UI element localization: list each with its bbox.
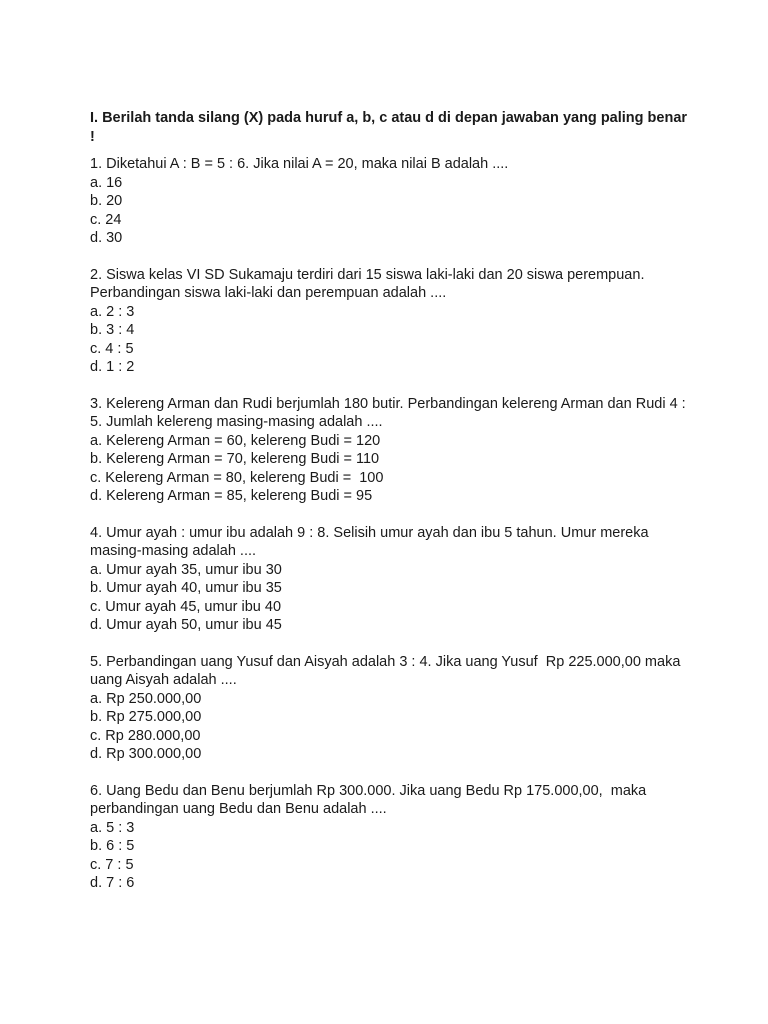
answer-option-c: c. 24 xyxy=(90,211,122,228)
document-page xyxy=(90,109,690,911)
answer-option-d: d. 1 : 2 xyxy=(90,359,135,375)
question-text: 1. Diketahui A : B = 5 : 6. Jika nilai A = 20, maka nilai B adalah .... xyxy=(90,156,509,172)
question-text: 3. Kelereng Arman dan Rudi berjumlah 180 butir. Perbandingan kelereng Arman dan Rudi 4 : 5. Jumlah kelereng masing-masing adalah .... xyxy=(90,395,690,430)
answer-option-d: d. Kelereng Arman = 85, kelereng Budi = 95 xyxy=(90,488,373,504)
question-text: 2. Siswa kelas VI SD Sukamaju terdiri dari 15 siswa laki-laki dan 20 siswa perempuan. Perbandingan siswa laki-laki dan perempuan adalah .... xyxy=(90,266,649,301)
question-4 xyxy=(90,524,690,635)
question-text: 4. Umur ayah : umur ibu adalah 9 : 8. Selisih umur ayah dan ibu 5 tahun. Umur mereka masing-masing adalah .... xyxy=(90,524,653,559)
answer-option-b: b. Kelereng Arman = 70, kelereng Budi = 110 xyxy=(90,451,380,467)
question-1 xyxy=(90,155,690,248)
answer-option-a: a. 2 : 3 xyxy=(90,303,135,320)
answer-option-d: d. 30 xyxy=(90,230,123,246)
answer-option-c: c. Rp 280.000,00 xyxy=(90,727,201,744)
question-3 xyxy=(90,395,690,506)
instruction-heading: I. Berilah tanda silang (X) pada huruf a, b, c atau d di depan jawaban yang paling benar ! xyxy=(90,110,688,145)
answer-option-c: c. 4 : 5 xyxy=(90,340,134,357)
question-5 xyxy=(90,653,690,764)
answer-option-b: b. 3 : 4 xyxy=(90,322,135,338)
question-2 xyxy=(90,266,690,377)
answer-option-d: d. 7 : 6 xyxy=(90,875,135,891)
answer-option-d: d. Umur ayah 50, umur ibu 45 xyxy=(90,617,282,633)
answer-option-a: a. Rp 250.000,00 xyxy=(90,690,202,707)
answer-option-a: a. 16 xyxy=(90,174,123,191)
answer-option-a: a. Umur ayah 35, umur ibu 30 xyxy=(90,561,282,578)
answer-option-a: a. 5 : 3 xyxy=(90,819,135,836)
question-text: 5. Perbandingan uang Yusuf dan Aisyah adalah 3 : 4. Jika uang Yusuf Rp 225.000,00 maka uang Aisyah adalah .... xyxy=(90,653,685,688)
answer-option-c: c. Kelereng Arman = 80, kelereng Budi = 100 xyxy=(90,469,384,486)
question-text: 6. Uang Bedu dan Benu berjumlah Rp 300.000. Jika uang Bedu Rp 175.000,00, maka perbandingan uang Bedu dan Benu adalah .... xyxy=(90,782,651,817)
answer-option-c: c. 7 : 5 xyxy=(90,856,134,873)
question-6 xyxy=(90,782,690,893)
answer-option-d: d. Rp 300.000,00 xyxy=(90,746,202,762)
answer-option-b: b. Rp 275.000,00 xyxy=(90,709,202,725)
answer-option-c: c. Umur ayah 45, umur ibu 40 xyxy=(90,598,282,615)
answer-option-b: b. 6 : 5 xyxy=(90,838,135,854)
answer-option-b: b. Umur ayah 40, umur ibu 35 xyxy=(90,580,282,596)
answer-option-b: b. 20 xyxy=(90,193,123,209)
answer-option-a: a. Kelereng Arman = 60, kelereng Budi = 120 xyxy=(90,432,381,449)
